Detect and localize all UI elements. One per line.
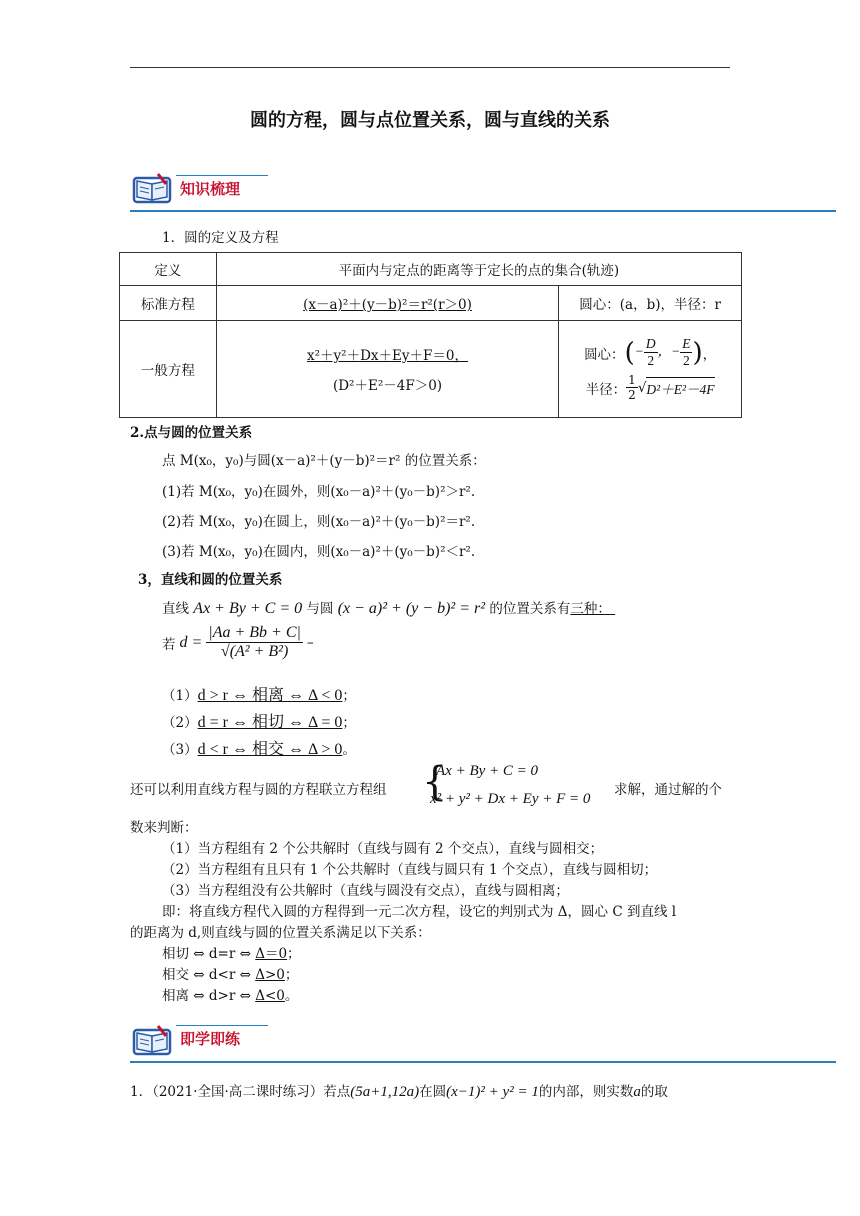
- table-row: [120, 321, 742, 418]
- sqrt-sign: √: [637, 379, 647, 396]
- heading-line-circle: 3，直线和圆的位置关系: [138, 572, 283, 588]
- three-kinds: 三种：: [570, 601, 611, 617]
- book-icon: [132, 1024, 174, 1058]
- distance-fraction: [206, 624, 303, 661]
- judge-2: （2）当方程组有且只有 1 个公共解时（直线与圆只有 1 个交点），直线与圆相切；: [162, 862, 658, 878]
- point-circle-intro: 点 M(x₀，y₀)与圆(x－a)²＋(y－b)²＝r² 的位置关系：: [162, 453, 486, 469]
- radius-radicand: D²＋E²－4F: [646, 377, 714, 398]
- text: 直线: [162, 601, 189, 617]
- summary-tangent: 相切 ⇔ d=r ⇔ Δ＝0；: [162, 946, 301, 962]
- discriminant-line-2: 的距离为 d,则直线与圆的位置关系满足以下关系：: [130, 925, 431, 941]
- bracket: (: [624, 337, 635, 368]
- distance-numerator: |Aa + Bb + C|: [208, 624, 301, 641]
- system-eq1: Ax + By + C = 0: [436, 763, 539, 779]
- text: 相切 ⇔ d=r ⇔: [162, 946, 256, 962]
- table-row: [120, 286, 742, 321]
- half: $\frac{1}{2}$: [628, 373, 636, 402]
- center-expr: − $\frac{D}{2}$ ，− $\frac{E}{2}$: [634, 336, 691, 368]
- judge-3: （3）当方程组没有公共解时（直线与圆没有交点），直线与圆相离；: [162, 883, 569, 899]
- page-title: 圆的方程，圆与点位置关系，圆与直线的关系: [250, 110, 610, 131]
- section-header-knowledge: [132, 172, 174, 210]
- text: 相交 ⇔ d<r ⇔: [162, 967, 256, 983]
- center-label: 圆心：: [584, 346, 625, 363]
- distance-formula: [162, 624, 314, 661]
- summary-intersect: 相交 ⇔ d<r ⇔ Δ>0；: [162, 967, 299, 983]
- table-cell-label: 标准方程: [120, 286, 217, 321]
- section-header-practice: [132, 1024, 174, 1062]
- text: 的内部，则实数: [538, 1084, 634, 1100]
- table-cell-label: 定义: [120, 253, 217, 286]
- d-label: d =: [179, 633, 203, 651]
- judge-label: 数来判断：: [130, 820, 198, 836]
- line-equation: Ax + By + C = 0: [193, 600, 303, 617]
- text: 若: [162, 636, 176, 653]
- label: （1）: [162, 688, 198, 704]
- section-topline: [176, 1025, 268, 1026]
- circle-definition-table: [119, 252, 742, 418]
- relation-tangent: （2）d = r ⇔ 相切 ⇔ Δ = 0；: [162, 714, 356, 731]
- section-rule: [130, 1061, 836, 1063]
- text: 的位置关系有: [489, 601, 571, 617]
- discriminant-line-1: 即：将直线方程代入圆的方程得到一元二次方程，设它的判别式为 Δ，圆心 C 到直线 l: [162, 904, 677, 920]
- heading-point-circle: 2.点与圆的位置关系: [130, 425, 253, 441]
- circle-expression: (x−1)² + y² = 1: [446, 1084, 539, 1100]
- general-condition: (D²＋E²－4F＞0): [332, 378, 443, 394]
- table-row: [120, 253, 742, 286]
- table-cell-general-equation: [216, 321, 558, 418]
- relation: d > r ⇔ 相离 ⇔ Δ < 0: [197, 687, 343, 704]
- dash: –: [306, 634, 314, 651]
- system-post: 求解，通过解的个: [614, 782, 722, 798]
- table-cell-center: 圆心：(a，b)，半径：r: [559, 286, 742, 321]
- section-title-practice: 即学即练: [180, 1030, 241, 1048]
- relation: d = r ⇔ 相切 ⇔ Δ = 0: [197, 714, 343, 731]
- general-equation: x²＋y²＋Dx＋Ey＋F＝0，: [307, 348, 468, 364]
- radius-label: 半径：: [585, 381, 627, 398]
- general-center: 圆心： ( − $\frac{D}{2}$ ，− $\frac{E}{2}$ ) ，: [584, 336, 717, 368]
- heading-circle-definition: 1．圆的定义及方程: [162, 230, 279, 246]
- general-radius: [565, 373, 735, 402]
- table-cell-label: 一般方程: [120, 321, 217, 418]
- blank: [611, 601, 647, 617]
- line-circle-intro: [162, 597, 647, 618]
- point-expression: (5a+1,12a): [350, 1084, 420, 1100]
- condition: Δ>0: [255, 967, 285, 983]
- section-topline: [176, 175, 268, 176]
- label: （2）: [162, 715, 198, 731]
- relation-intersect: （3）d < r ⇔ 相交 ⇔ Δ > 0。: [162, 741, 356, 758]
- text: 的取: [640, 1084, 668, 1100]
- text: 相离 ⇔ d>r ⇔: [162, 988, 256, 1004]
- system-brace: {: [422, 759, 448, 805]
- relation: d < r ⇔ 相交 ⇔ Δ > 0: [197, 741, 343, 758]
- circle-equation: (x − a)² + (y − b)² = r²: [337, 600, 486, 617]
- variable: a: [633, 1084, 641, 1100]
- system-intro: 还可以利用直线方程与圆的方程联立方程组: [130, 782, 387, 798]
- header-rule: [130, 67, 730, 68]
- distance-denominator: √(A² + B²): [220, 643, 289, 660]
- case-outside: (1)若 M(x₀，y₀)在圆外，则(x₀－a)²＋(y₀－b)²＞r².: [162, 484, 476, 500]
- summary-separate: 相离 ⇔ d>r ⇔ Δ<0。: [162, 988, 299, 1004]
- relation-separate: （1）d > r ⇔ 相离 ⇔ Δ < 0；: [162, 687, 356, 704]
- text: 在圆: [419, 1084, 447, 1100]
- standard-equation: (x－a)²＋(y－b)²＝r²(r＞0): [303, 297, 472, 313]
- text: 1．（2021·全国·高二课时练习）若点: [130, 1084, 351, 1100]
- judge-1: （1）当方程组有 2 个公共解时（直线与圆有 2 个交点），直线与圆相交；: [162, 841, 604, 857]
- system-eq2: x² + y² + Dx + Ey + F = 0: [430, 791, 591, 807]
- section-title-knowledge: 知识梳理: [180, 180, 241, 198]
- case-on: (2)若 M(x₀，y₀)在圆上，则(x₀－a)²＋(y₀－b)²＝r².: [162, 514, 476, 530]
- table-cell-center-radius: [559, 321, 742, 418]
- case-inside: (3)若 M(x₀，y₀)在圆内，则(x₀－a)²＋(y₀－b)²＜r².: [162, 544, 476, 560]
- text: 与圆: [306, 601, 334, 617]
- condition: Δ<0: [255, 988, 285, 1004]
- table-cell-standard-equation: [216, 286, 558, 321]
- table-cell-definition: 平面内与定点的距离等于定长的点的集合(轨迹): [216, 253, 741, 286]
- label: （3）: [162, 742, 198, 758]
- section-rule: [130, 210, 836, 212]
- condition: Δ＝0: [255, 946, 288, 962]
- bracket: ): [692, 337, 703, 368]
- book-icon: [132, 172, 174, 206]
- question-1: [130, 1080, 668, 1101]
